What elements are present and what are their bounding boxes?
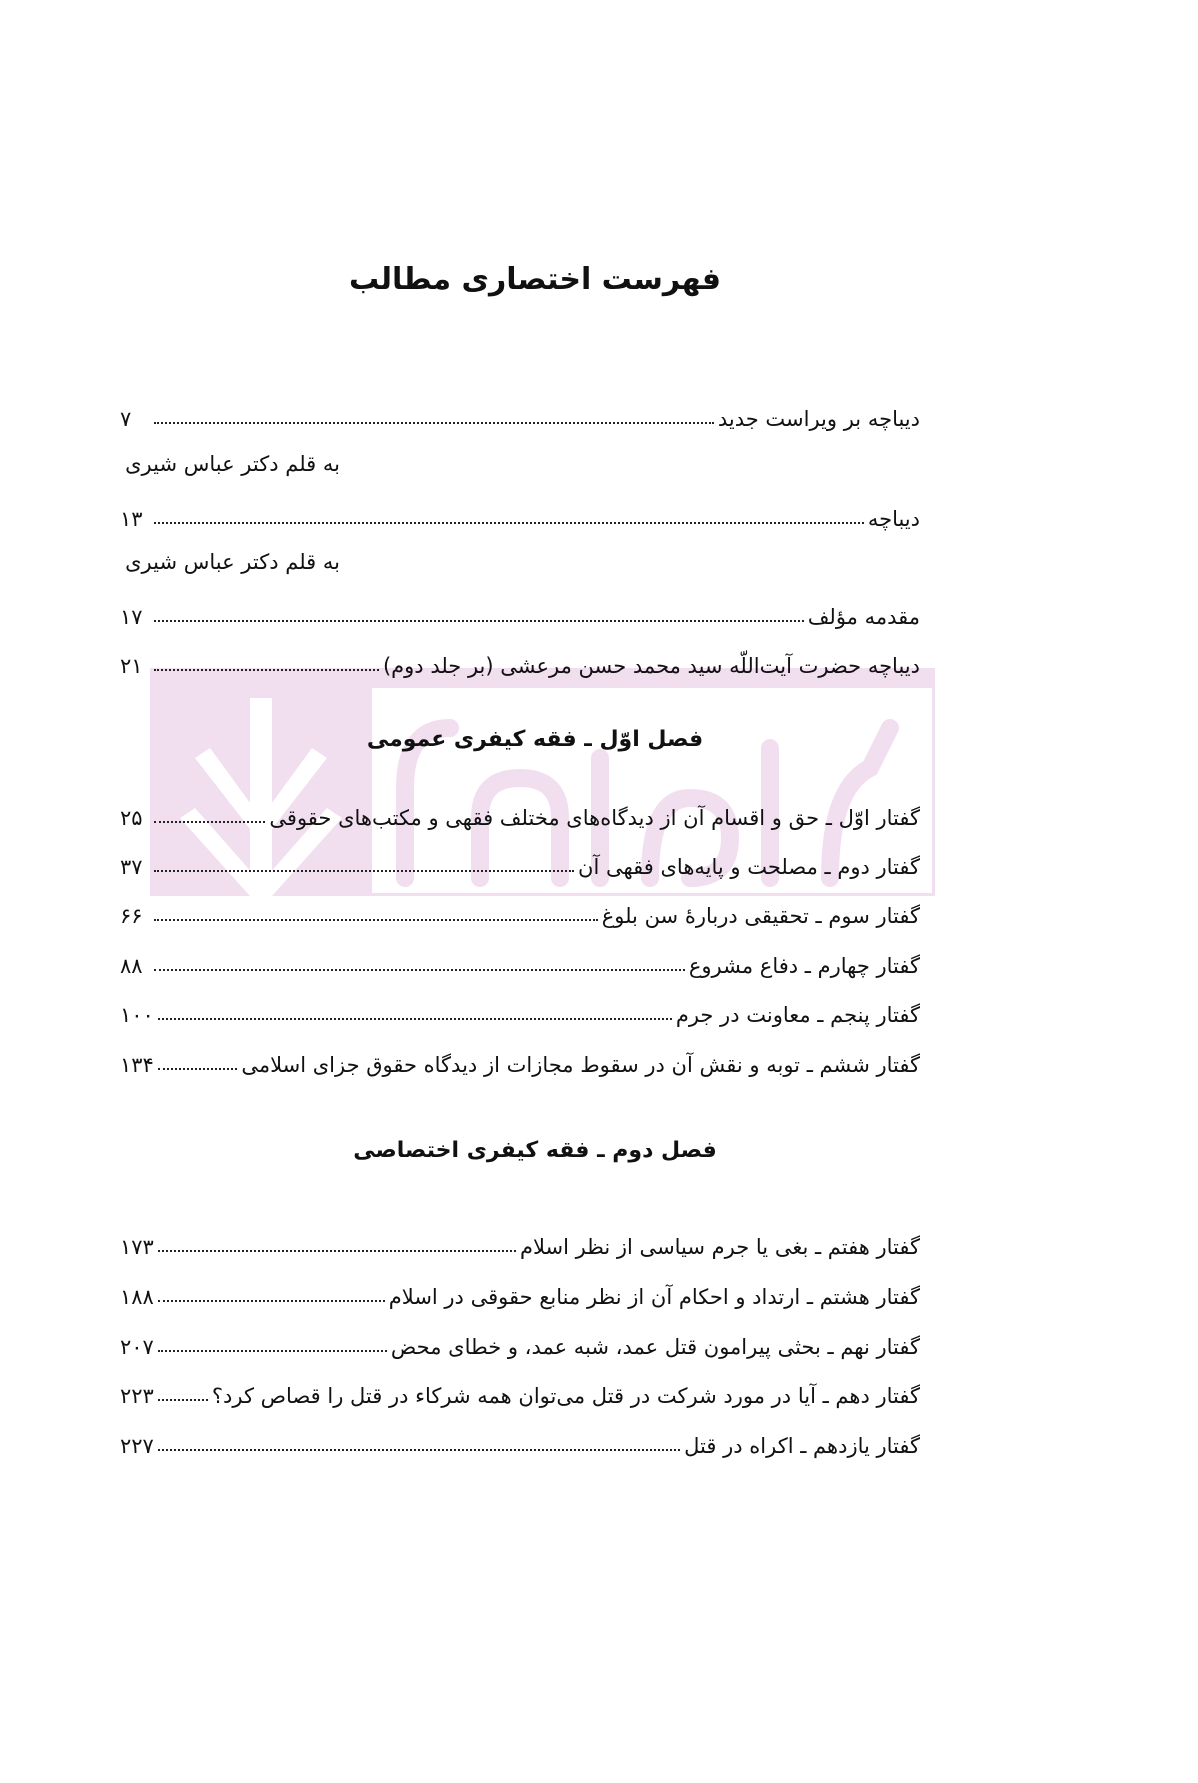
toc-entry-label: دیباچه حضرت آیت‌اللّه سید محمد حسن مرعشی (بر جلد دوم) bbox=[382, 654, 920, 678]
toc-entry[interactable] bbox=[120, 1225, 920, 1259]
toc-entry[interactable] bbox=[120, 1275, 920, 1309]
toc-entry[interactable] bbox=[120, 644, 920, 678]
toc-entry-page: ۱۳ bbox=[120, 507, 143, 531]
toc-entry[interactable] bbox=[120, 595, 920, 629]
leader-dots bbox=[158, 1350, 387, 1352]
toc-entry-page: ۸۸ bbox=[120, 954, 143, 978]
toc-entry-label: گفتار دوم ـ مصلحت و پایه‌های فقهی آن bbox=[578, 855, 920, 879]
toc-entry[interactable] bbox=[120, 993, 920, 1027]
toc-entry-label: گفتار دهم ـ آیا در مورد شرکت در قتل می‌توان همه شرکاء در قتل را قصاص کرد؟ bbox=[211, 1384, 920, 1408]
section-heading: فصل دوم ـ فقه کیفری اختصاصی bbox=[353, 1138, 717, 1163]
toc-entry-page: ۱۷ bbox=[120, 605, 143, 629]
toc-entry-label: گفتار پنجم ـ معاونت در جرم bbox=[675, 1003, 920, 1027]
leader-dots bbox=[158, 1250, 516, 1252]
toc-entry-label: گفتار چهارم ـ دفاع مشروع bbox=[688, 954, 920, 978]
toc-entry-page: ۶۶ bbox=[120, 904, 143, 928]
toc-entry-label: گفتار یازدهم ـ اکراه در قتل bbox=[684, 1434, 920, 1458]
toc-entry-page: ۱۸۸ bbox=[120, 1285, 154, 1309]
toc-entry[interactable] bbox=[120, 845, 920, 879]
leader-dots bbox=[158, 1449, 680, 1451]
leader-dots bbox=[154, 522, 864, 524]
toc-entry-byline: به قلم دکتر عباس شیری bbox=[125, 550, 340, 574]
toc-entry-label: گفتار هفتم ـ بغی یا جرم سیاسی از نظر اسلام bbox=[519, 1235, 920, 1259]
toc-entry[interactable] bbox=[120, 1043, 920, 1077]
leader-dots bbox=[154, 870, 574, 872]
toc-entry-label: گفتار نهم ـ بحثی پیرامون قتل عمد، شبه عمد، و خطای محض bbox=[390, 1335, 920, 1359]
toc-entry[interactable] bbox=[120, 796, 920, 830]
toc-entry[interactable] bbox=[120, 1325, 920, 1359]
toc-entry[interactable] bbox=[120, 1424, 920, 1458]
toc-entry-label: مقدمه مؤلف bbox=[807, 605, 920, 629]
leader-dots bbox=[158, 1018, 672, 1020]
toc-entry-page: ۲۵ bbox=[120, 806, 143, 830]
toc-entry-page: ۲۱ bbox=[120, 654, 143, 678]
leader-dots bbox=[154, 422, 714, 424]
leader-dots bbox=[158, 1300, 385, 1302]
toc-entry-label: دیباچه بر ویراست جدید bbox=[717, 407, 920, 431]
toc-entry-page: ۱۳۴ bbox=[120, 1053, 154, 1077]
toc-entry-page: ۲۰۷ bbox=[120, 1335, 154, 1359]
toc-entry[interactable] bbox=[120, 397, 920, 431]
leader-dots bbox=[154, 821, 265, 823]
toc-entry-label: گفتار اوّل ـ حق و اقسام آن از دیدگاه‌های مختلف فقهی و مکتب‌های حقوقی bbox=[269, 806, 920, 830]
page-title: فهرست اختصاری مطالب bbox=[348, 262, 722, 297]
leader-dots bbox=[158, 1068, 237, 1070]
toc-entry-page: ۳۷ bbox=[120, 855, 143, 879]
toc-entry[interactable] bbox=[120, 1374, 920, 1408]
toc-entry[interactable] bbox=[120, 894, 920, 928]
toc-entry-page: ۷ bbox=[120, 407, 132, 431]
leader-dots bbox=[154, 969, 685, 971]
toc-entry[interactable] bbox=[120, 944, 920, 978]
leader-dots bbox=[158, 1399, 208, 1401]
toc-entry-page: ۱۰۰ bbox=[120, 1003, 154, 1027]
toc-entry-label: دیباچه bbox=[867, 507, 920, 531]
toc-entry-page: ۲۲۳ bbox=[120, 1384, 154, 1408]
toc-entry-byline: به قلم دکتر عباس شیری bbox=[125, 452, 340, 476]
toc-entry-page: ۲۲۷ bbox=[120, 1434, 154, 1458]
leader-dots bbox=[154, 919, 598, 921]
leader-dots bbox=[154, 669, 379, 671]
leader-dots bbox=[154, 620, 804, 622]
section-heading: فصل اوّل ـ فقه کیفری عمومی bbox=[366, 727, 704, 752]
toc-entry-label: گفتار هشتم ـ ارتداد و احکام آن از نظر منابع حقوقی در اسلام bbox=[388, 1285, 920, 1309]
toc-entry[interactable] bbox=[120, 497, 920, 531]
toc-entry-label: گفتار ششم ـ توبه و نقش آن در سقوط مجازات از دیدگاه حقوق جزای اسلامی bbox=[241, 1053, 920, 1077]
toc-entry-label: گفتار سوم ـ تحقیقی دربارهٔ سن بلوغ bbox=[601, 904, 920, 928]
toc-entry-page: ۱۷۳ bbox=[120, 1235, 154, 1259]
